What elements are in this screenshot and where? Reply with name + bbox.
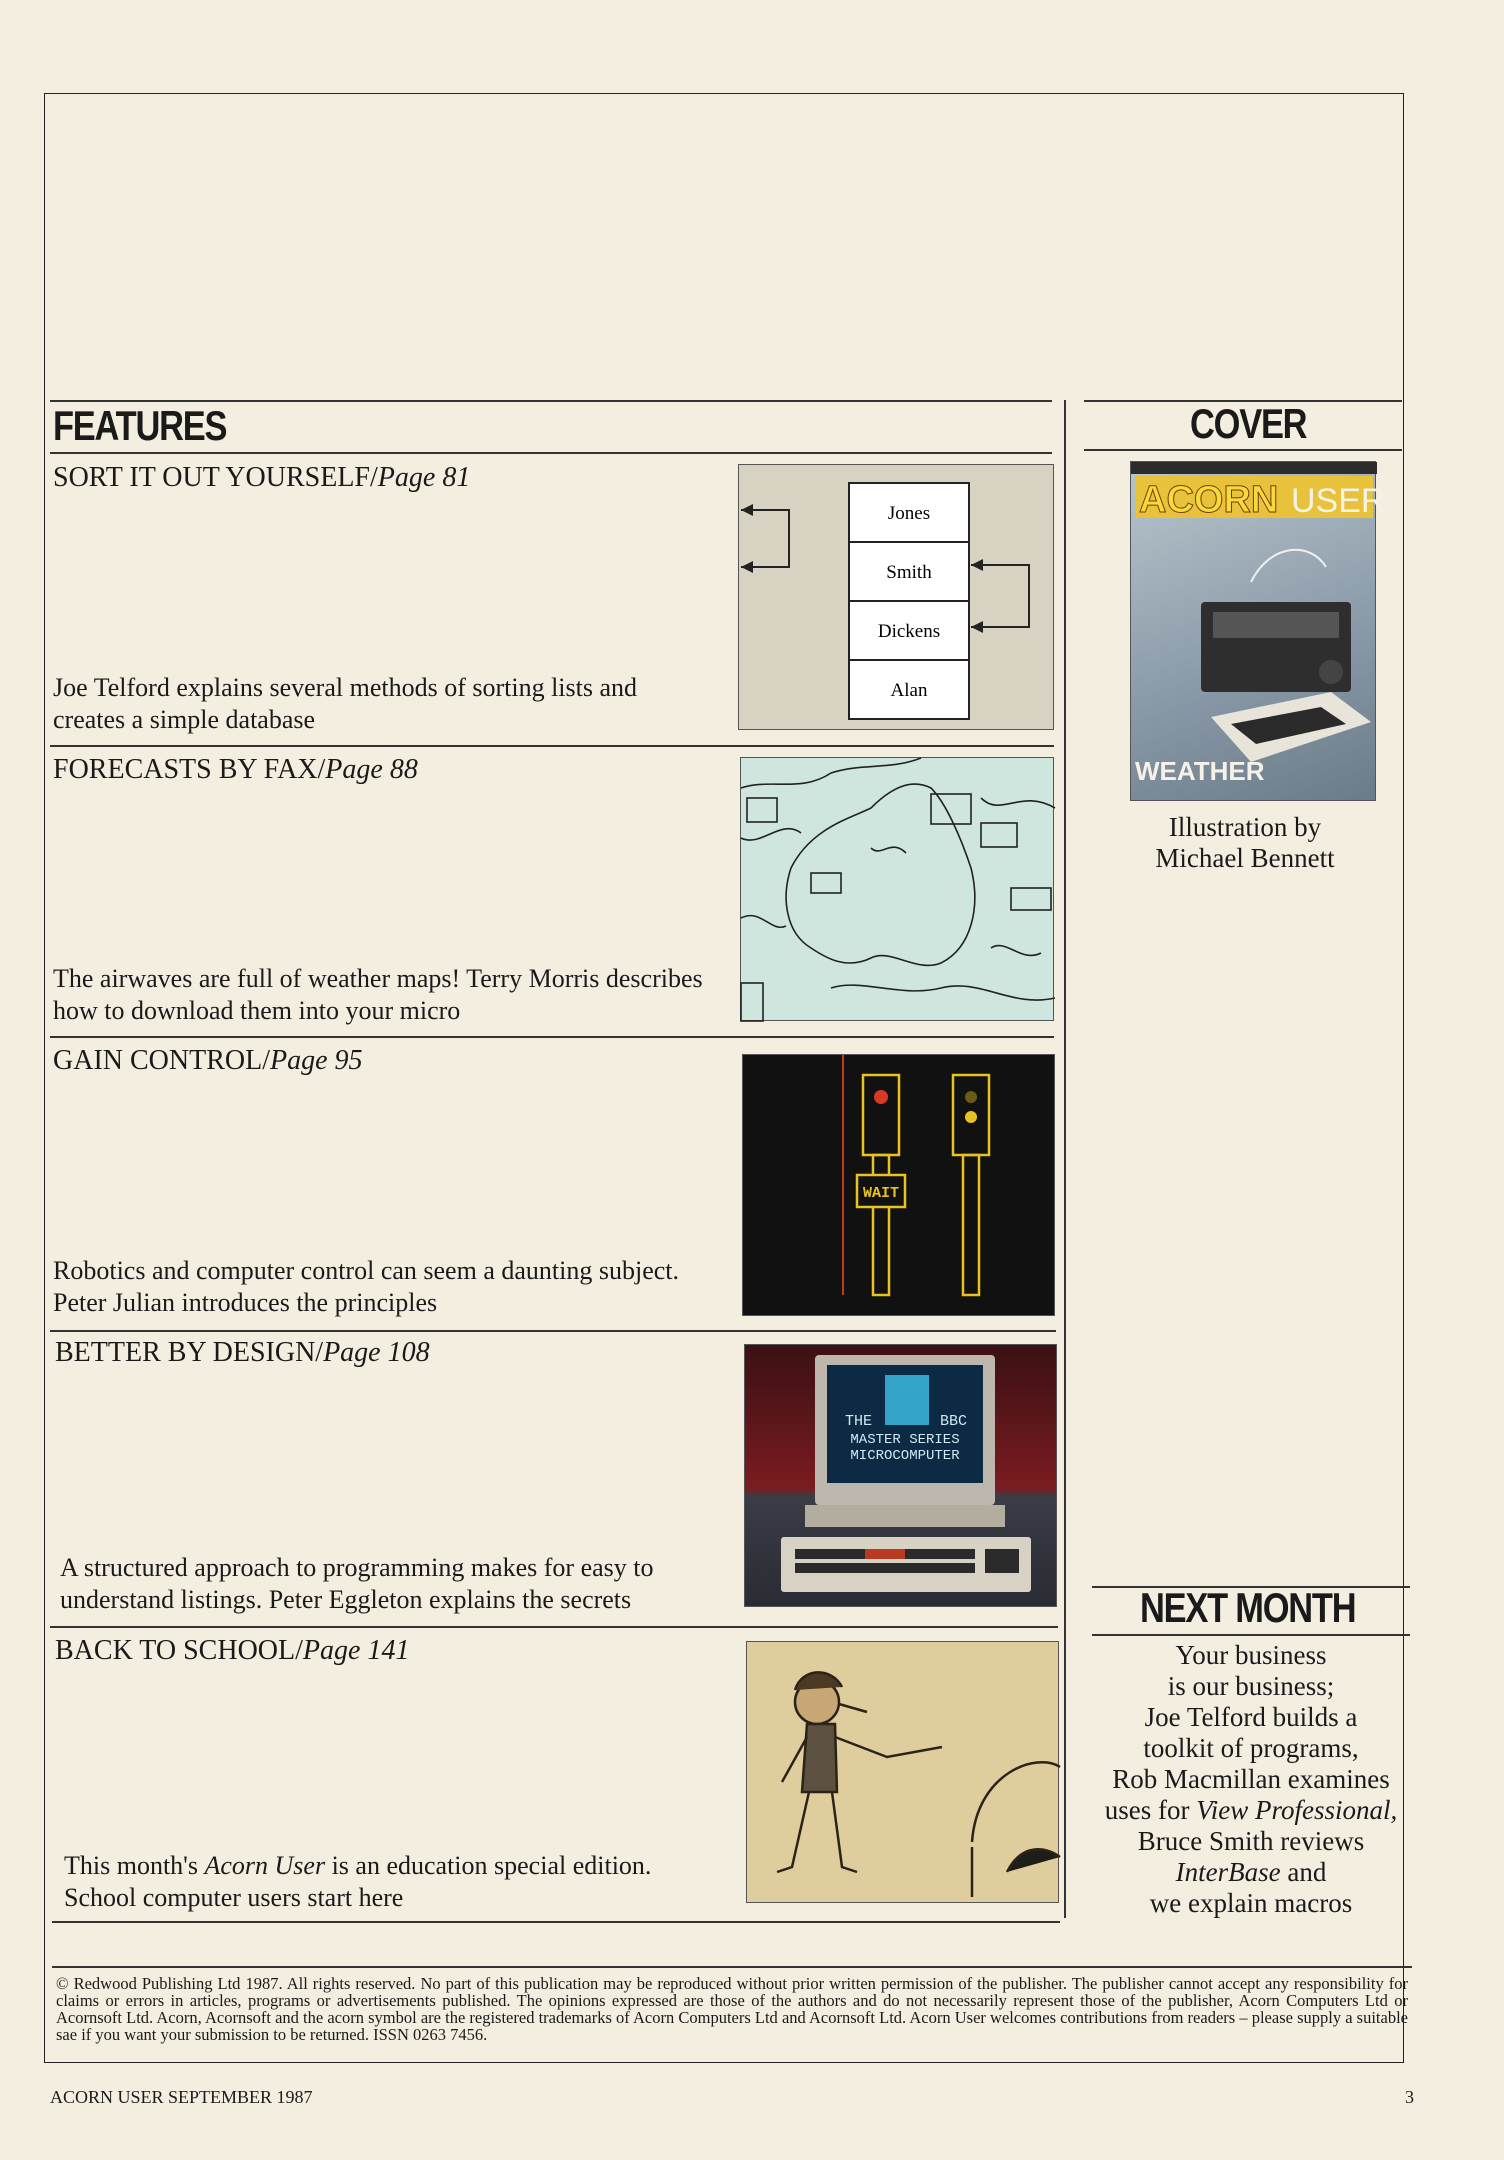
- bbc-master-drawing: [745, 1345, 1058, 1608]
- puppet-drawing: [747, 1642, 1060, 1904]
- feature-separator: [50, 745, 1054, 747]
- feature-desc-control: Robotics and computer control can seem a daunting subject. Peter Julian introduces the principles: [53, 1256, 679, 1317]
- feature-separator: [52, 1921, 1060, 1923]
- next-month-heading: NEXT MONTH: [1140, 1584, 1356, 1631]
- diagram-cell-smith: Smith: [886, 562, 932, 583]
- cover-image: [1130, 461, 1386, 801]
- weather-map-image: [740, 757, 1054, 1021]
- sorting-diagram: [739, 465, 1055, 731]
- feature-desc-sort: Joe Telford explains several methods of sorting lists and creates a simple database: [53, 673, 638, 734]
- feature-separator: [50, 1330, 1056, 1332]
- puppet-drawing-image: [746, 1641, 1059, 1903]
- features-under-rule: [50, 452, 1052, 454]
- legal-notice: © Redwood Publishing Ltd 1987. All rights reserved. No part of this publication may be reproduced without prior written permission of the publisher. The publisher cannot accept any responsibility for claims or errors in articles, programs or advertisements published. The opinions expressed are those of the authors and do not necessarily represent those of the publisher, Acorn Computers Ltd or Acornsoft Ltd. Acorn, Acornsoft and the acorn symbol are the registered trademarks of Acorn Computers Ltd and Acornsoft Ltd. Acorn User welcomes contributions from readers – please supply a suitable sae if you want your submission to be returned. ISSN 0263 7456.: [56, 1974, 1408, 2044]
- feature-desc-fax: The airwaves are full of weather maps! Terry Morris describes how to download them into your micro: [53, 964, 703, 1025]
- diagram-cell-alan: Alan: [890, 680, 928, 701]
- page-number: 3: [1405, 2087, 1414, 2107]
- screen-the: THE: [845, 1413, 873, 1430]
- screen-bbc: BBC: [940, 1413, 968, 1430]
- feature-desc-school: This month's Acorn User is an education special edition. School computer users start here: [64, 1851, 652, 1912]
- feature-title-fax: FORECASTS BY FAX/Page 88: [53, 754, 418, 785]
- bbc-master-image: [744, 1344, 1057, 1607]
- feature-separator: [50, 1626, 1058, 1628]
- diagram-cell-jones: Jones: [887, 503, 931, 524]
- wait-sign: WAIT: [862, 1185, 900, 1202]
- cover-caption: Illustration by Michael Bennett: [1155, 812, 1335, 873]
- screen-microcomputer: MICROCOMPUTER: [850, 1448, 960, 1464]
- feature-title-school: BACK TO SCHOOL/Page 141: [55, 1635, 410, 1666]
- cover-masthead: ACORN: [1139, 479, 1279, 521]
- feature-title-sort: SORT IT OUT YOURSELF/Page 81: [53, 462, 471, 493]
- diagram-cell-dickens: Dickens: [877, 621, 941, 642]
- cover-illustration: [1131, 462, 1386, 802]
- feature-separator: [50, 1036, 1054, 1038]
- traffic-lights-image: [742, 1054, 1055, 1316]
- sorting-diagram-image: [738, 464, 1054, 730]
- traffic-lights-drawing: [743, 1055, 1056, 1317]
- legal-top-rule: [52, 1966, 1412, 1968]
- feature-desc-design: A structured approach to programming makes for easy to understand listings. Peter Eggleton explains the secrets: [60, 1553, 654, 1614]
- screen-master-series: MASTER SERIES: [850, 1432, 960, 1448]
- cover-weather-strap: WEATHER: [1135, 756, 1265, 786]
- feature-title-control: GAIN CONTROL/Page 95: [53, 1045, 363, 1076]
- column-divider: [1064, 400, 1066, 1918]
- cover-masthead-user: USER: [1291, 482, 1386, 520]
- cover-heading: COVER: [1190, 400, 1307, 447]
- next-month-under-rule: [1092, 1634, 1410, 1636]
- features-heading: FEATURES: [53, 402, 227, 449]
- next-month-text: Your business is our business; Joe Telford builds a toolkit of programs, Rob Macmillan examines uses for View Professional, Bruce Smith reviews InterBase and we explain macros: [1104, 1640, 1398, 1918]
- footer-issue: ACORN USER SEPTEMBER 1987: [50, 2087, 313, 2107]
- feature-title-design: BETTER BY DESIGN/Page 108: [55, 1337, 430, 1368]
- cover-under-rule: [1084, 449, 1402, 451]
- weather-map-drawing: [741, 758, 1055, 1022]
